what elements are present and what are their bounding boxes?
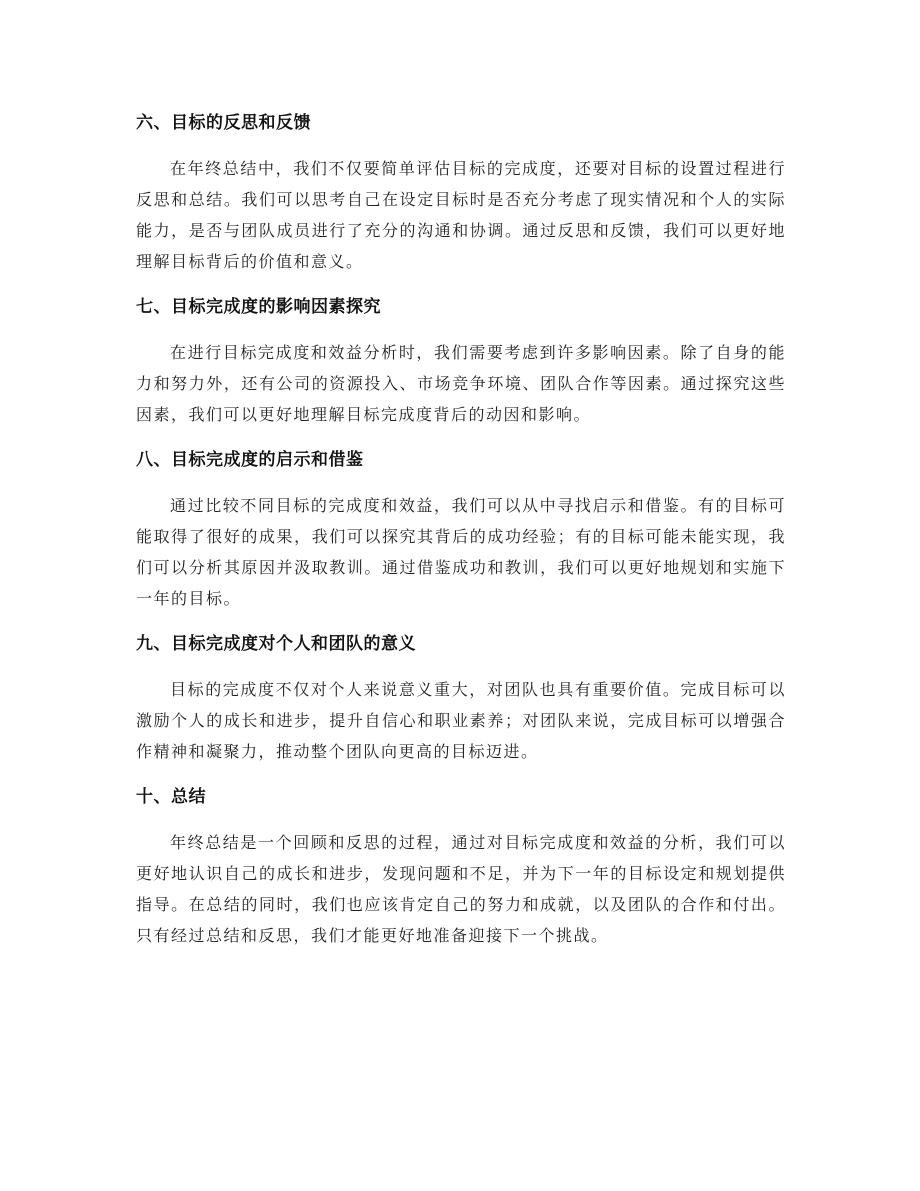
section-paragraph: 在进行目标完成度和效益分析时，我们需要考虑到许多影响因素。除了自身的能力和努力外，还有公司的资源投入、市场竞争环境、团队合作等因素。通过探究这些因素，我们可以更好地理解目标完成度背后的动因和影响。 xyxy=(136,343,786,424)
section-heading: 十、总结 xyxy=(136,787,206,807)
section-paragraph: 在年终总结中，我们不仅要简单评估目标的完成度，还要对目标的设置过程进行反思和总结。我们可以思考自己在设定目标时是否充分考虑了现实情况和个人的实际能力，是否与团队成员进行了充分的沟通和协调。通过反思和反馈，我们可以更好地理解目标背后的价值和意义。 xyxy=(136,159,786,271)
document-content xyxy=(136,106,786,964)
section-8 xyxy=(136,443,786,614)
section-paragraph: 年终总结是一个回顾和反思的过程，通过对目标完成度和效益的分析，我们可以更好地认识自己的成长和进步，发现问题和不足，并为下一年的目标设定和规划提供指导。在总结的同时，我们也应该肯定自己的努力和成就，以及团队的合作和付出。只有经过总结和反思，我们才能更好地准备迎接下一个挑战。 xyxy=(136,833,786,945)
section-paragraph: 通过比较不同目标的完成度和效益，我们可以从中寻找启示和借鉴。有的目标可能取得了很好的成果，我们可以探究其背后的成功经验；有的目标可能未能实现，我们可以分析其原因并汲取教训。通过借鉴成功和教训，我们可以更好地规划和实施下一年的目标。 xyxy=(136,496,786,608)
section-7 xyxy=(136,290,786,430)
section-6 xyxy=(136,106,786,277)
section-heading: 七、目标完成度的影响因素探究 xyxy=(136,297,381,317)
section-paragraph: 目标的完成度不仅对个人来说意义重大，对团队也具有重要价值。完成目标可以激励个人的成长和进步，提升自信心和职业素养；对团队来说，完成目标可以增强合作精神和凝聚力，推动整个团队向更高的目标迈进。 xyxy=(136,680,786,761)
section-heading: 六、目标的反思和反馈 xyxy=(136,113,311,133)
section-heading: 九、目标完成度对个人和团队的意义 xyxy=(136,634,416,654)
section-heading: 八、目标完成度的启示和借鉴 xyxy=(136,450,364,470)
section-9 xyxy=(136,627,786,767)
section-10 xyxy=(136,780,786,951)
